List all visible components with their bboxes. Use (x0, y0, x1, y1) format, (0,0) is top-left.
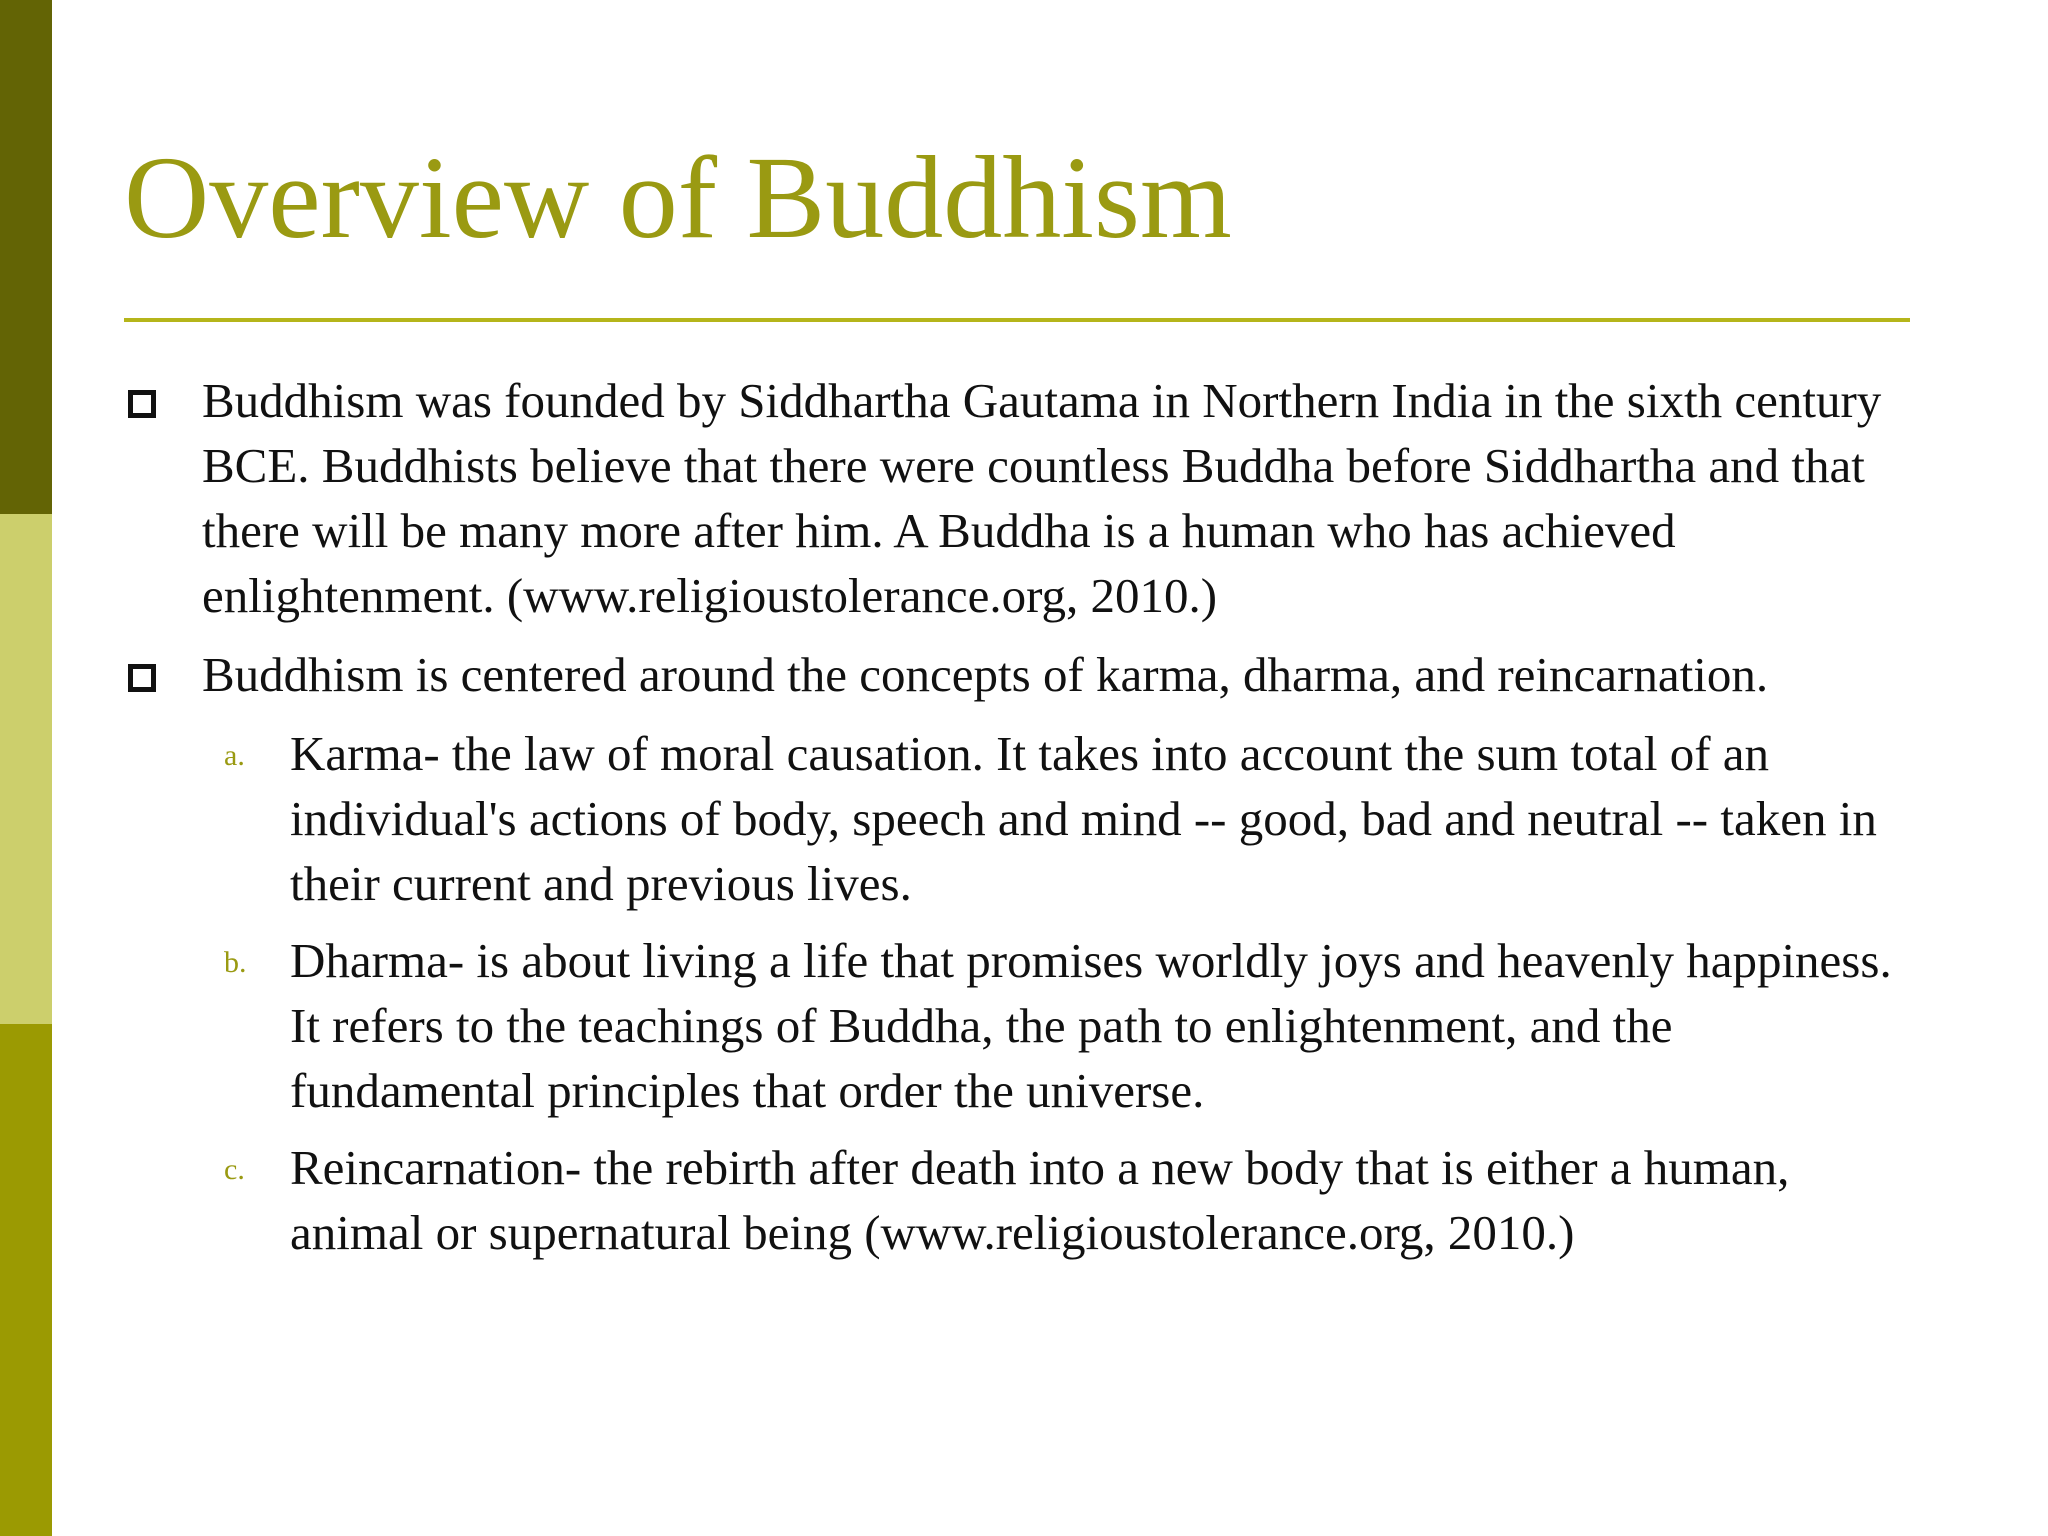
sub-item-karma (224, 721, 1928, 916)
bullet-text: Buddhism was founded by Siddhartha Gautama in Northern India in the sixth century BCE. Buddhists believe that there were countless Buddha before Siddhartha and that there will be many more after him. A Buddha is a human who has achieved enlightenment. (www.religioustolerance.org, 2010.) (202, 373, 1882, 623)
accent-bar-bottom-segment (0, 1024, 52, 1536)
bullet-item-founding (128, 368, 1928, 628)
bullet-item-concepts (128, 642, 1928, 707)
accent-bar-middle-segment (0, 514, 52, 1024)
square-bullet-icon (128, 390, 156, 418)
title-divider (124, 318, 1910, 322)
concepts-sub-list (128, 721, 1928, 1265)
sub-item-text: Reincarnation- the rebirth after death into a new body that is either a human, animal or supernatural being (www.religioustolerance.org, 2010.) (290, 1140, 1790, 1260)
slide-title: Overview of Buddhism (124, 132, 1232, 263)
left-accent-bar (0, 0, 52, 1536)
slide-body (128, 368, 1928, 1277)
bullet-text: Buddhism is centered around the concepts of karma, dharma, and reincarnation. (202, 647, 1769, 702)
square-bullet-icon (128, 664, 156, 692)
sub-item-marker: a. (224, 739, 245, 772)
sub-item-marker: b. (224, 946, 247, 979)
sub-item-dharma (224, 928, 1928, 1123)
sub-item-marker: c. (224, 1153, 245, 1186)
accent-bar-top-segment (0, 0, 52, 514)
sub-item-text: Karma- the law of moral causation. It takes into account the sum total of an individual's actions of body, speech and mind -- good, bad and neutral -- taken in their current and previous lives. (290, 726, 1877, 911)
sub-item-text: Dharma- is about living a life that promises worldly joys and heavenly happiness. It refers to the teachings of Buddha, the path to enlightenment, and the fundamental principles that order the universe. (290, 933, 1892, 1118)
sub-item-reincarnation (224, 1135, 1928, 1265)
